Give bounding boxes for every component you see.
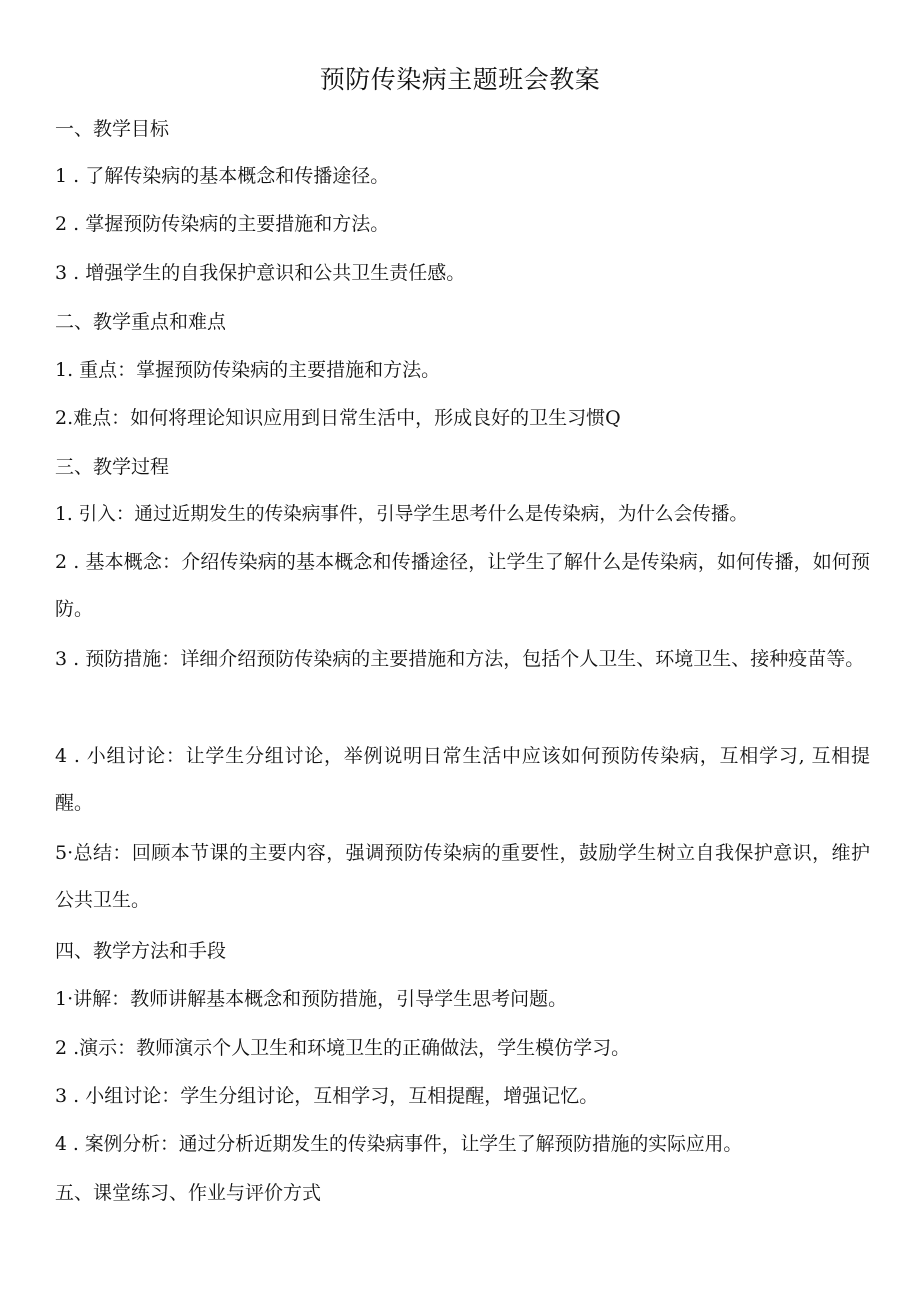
section-heading: 二、教学重点和难点 xyxy=(55,311,227,333)
document-title: 预防传染病主题班会教案 xyxy=(319,65,601,94)
list-item: 3 . 预防措施：详细介绍预防传染病的主要措施和方法，包括个人卫生、环境卫生、接种疫苗等。 xyxy=(55,648,865,670)
section-heading: 三、教学过程 xyxy=(55,456,170,478)
list-item: 3 . 小组讨论：学生分组讨论，互相学习，互相提醒，增强记忆。 xyxy=(55,1085,599,1107)
list-item: 4 . 案例分析：通过分析近期发生的传染病事件，让学生了解预防措施的实际应用。 xyxy=(55,1134,743,1155)
list-item: 4 . 小组讨论：让学生分组讨论，举例说明日常生活中应该如何预防传染病，互相学习, 互相提醒。 xyxy=(55,745,870,814)
list-item: 5·总结：回顾本节课的主要内容，强调预防传染病的重要性，鼓励学生树立自我保护意识，维护公共卫生。 xyxy=(55,842,870,911)
list-item: 1. 引入：通过近期发生的传染病事件，引导学生思考什么是传染病，为什么会传播。 xyxy=(55,504,749,525)
list-item: 3 . 增强学生的自我保护意识和公共卫生责任感。 xyxy=(55,262,466,284)
section-heading: 四、教学方法和手段 xyxy=(55,940,227,962)
list-item: 1 . 了解传染病的基本概念和传播途径。 xyxy=(55,165,390,187)
list-item: 2 .演示：教师演示个人卫生和环境卫生的正确做法，学生模仿学习。 xyxy=(55,1037,631,1059)
list-item: 1. 重点：掌握预防传染病的主要措施和方法。 xyxy=(55,359,441,381)
list-item: 2.难点：如何将理论知识应用到日常生活中，形成良好的卫生习惯Q xyxy=(55,407,621,429)
section-heading: 五、课堂练习、作业与评价方式 xyxy=(55,1182,322,1204)
section-heading: 一、教学目标 xyxy=(55,118,170,140)
list-item: 2 . 掌握预防传染病的主要措施和方法。 xyxy=(55,213,390,235)
list-item: 1·讲解：教师讲解基本概念和预防措施，引导学生思考问题。 xyxy=(55,988,568,1010)
list-item: 2 . 基本概念：介绍传染病的基本概念和传播途径，让学生了解什么是传染病，如何传播，如何预防。 xyxy=(55,551,870,620)
